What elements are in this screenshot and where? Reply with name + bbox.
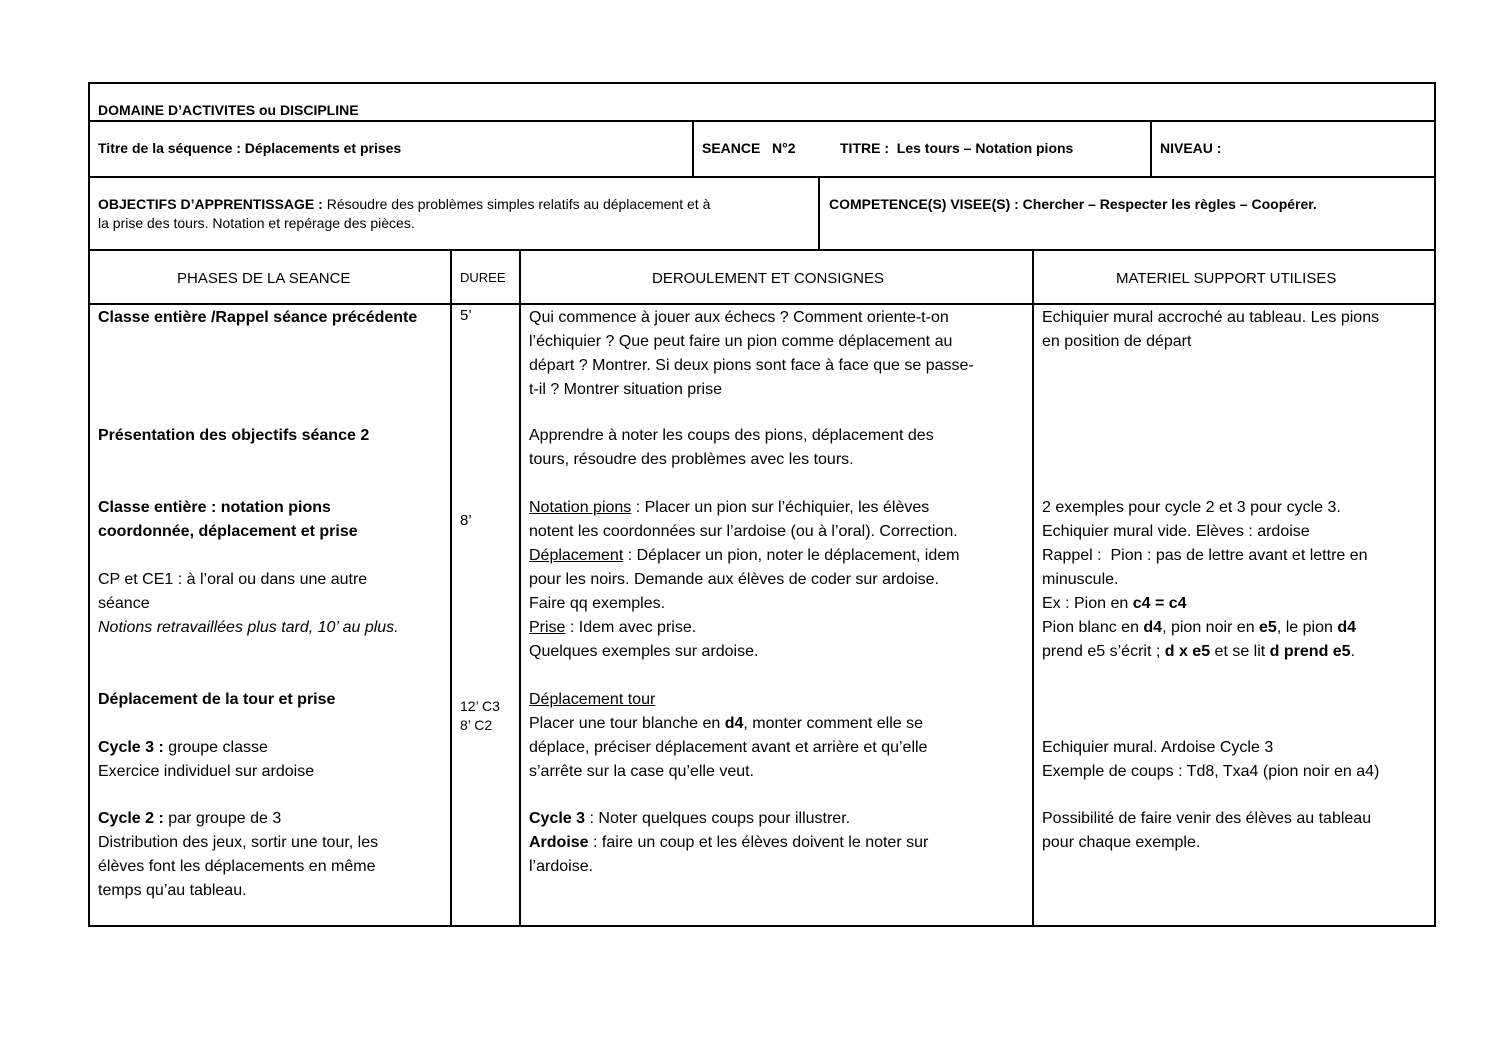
materiel-1-line-2: en position de départ bbox=[1042, 333, 1192, 350]
cycle3-text: groupe classe bbox=[163, 739, 268, 756]
duree-3: 8’ bbox=[460, 512, 472, 529]
deroulement-4-text-c: , monter comment elle se bbox=[743, 715, 923, 732]
duree-4-c3: 12’ C3 bbox=[460, 698, 500, 714]
phase-3-note: Notions retravaillées plus tard, 10’ au plus. bbox=[98, 619, 399, 636]
deroulement-4-line-3: s’arrête sur la case qu’elle veut. bbox=[529, 763, 754, 780]
materiel-text: , pion noir en bbox=[1162, 619, 1260, 636]
deroulement-3-line-2: notent les coordonnées sur l’ardoise (ou à l’oral). Correction. bbox=[529, 523, 958, 540]
col-divider bbox=[519, 249, 521, 927]
materiel-4-line-4: pour chaque exemple. bbox=[1042, 834, 1201, 851]
materiel-4-line-3: Possibilité de faire venir des élèves au tableau bbox=[1042, 810, 1372, 827]
notation-pions-text: : Placer un pion sur l’échiquier, les élèves bbox=[631, 499, 930, 516]
deroulement-4-line-6: l’ardoise. bbox=[529, 858, 594, 875]
square-e5: e5 bbox=[1259, 619, 1277, 636]
deroulement-3-line-7: Quelques exemples sur ardoise. bbox=[529, 643, 759, 660]
deplacement-heading: Déplacement bbox=[529, 547, 624, 564]
duree-1: 5’ bbox=[460, 307, 472, 324]
capture-reading: d prend e5 bbox=[1269, 643, 1351, 660]
cycle3-instruction-label: Cycle 3 bbox=[529, 810, 586, 827]
deroulement-3-line-3 bbox=[529, 544, 959, 568]
materiel-3-line-3: Rappel : Pion : pas de lettre avant et lettre en bbox=[1042, 547, 1368, 564]
col-divider bbox=[692, 120, 694, 178]
notation-pions-heading: Notation pions bbox=[529, 499, 632, 516]
deroulement-1-line-4: t-il ? Montrer situation prise bbox=[529, 381, 722, 398]
deroulement-3-line-5: Faire qq exemples. bbox=[529, 595, 666, 612]
prise-heading: Prise bbox=[529, 619, 566, 636]
sequence-title: Titre de la séquence : Déplacements et prises bbox=[98, 140, 402, 156]
phase-3-line-2: coordonnée, déplacement et prise bbox=[98, 523, 358, 540]
materiel-3-line-4: minuscule. bbox=[1042, 571, 1119, 588]
objectifs-text: Résoudre des problèmes simples relatifs au déplacement et à bbox=[326, 196, 711, 212]
col-divider bbox=[1150, 120, 1152, 178]
cycle3-instruction-text: : Noter quelques coups pour illustrer. bbox=[585, 810, 851, 827]
competences: COMPETENCE(S) VISEE(S) : Chercher – Respecter les règles – Coopérer. bbox=[829, 196, 1317, 212]
cycle2-text: par groupe de 3 bbox=[163, 810, 282, 827]
objectifs-label: OBJECTIFS D’APPRENTISSAGE : bbox=[98, 196, 323, 212]
materiel-4-line-2: Exemple de coups : Td8, Txa4 (pion noir en a4) bbox=[1042, 763, 1380, 780]
deplacement-text: : Déplacer un pion, noter le déplacement, idem bbox=[623, 547, 960, 564]
duree-4-c2: 8’ C2 bbox=[460, 717, 493, 733]
row-divider bbox=[88, 303, 1436, 305]
row-divider bbox=[88, 176, 1436, 178]
materiel-text: . bbox=[1350, 643, 1356, 660]
deroulement-4-line-2: déplace, préciser déplacement avant et arrière et qu’elle bbox=[529, 739, 928, 756]
col-header-materiel: MATERIEL SUPPORT UTILISES bbox=[1116, 270, 1337, 287]
cycle3-label: Cycle 3 : bbox=[98, 739, 164, 756]
square-d4: d4 bbox=[1143, 619, 1163, 636]
materiel-1-line-1: Echiquier mural accroché au tableau. Les pions bbox=[1042, 309, 1380, 326]
col-divider bbox=[450, 249, 452, 927]
deroulement-2-line-1: Apprendre à noter les coups des pions, déplacement des bbox=[529, 427, 934, 444]
materiel-3-line-6 bbox=[1042, 616, 1356, 640]
materiel-4-line-1: Echiquier mural. Ardoise Cycle 3 bbox=[1042, 739, 1274, 756]
ardoise-text: : faire un coup et les élèves doivent le noter sur bbox=[588, 834, 929, 851]
cycle2-label: Cycle 2 : bbox=[98, 810, 164, 827]
materiel-ex-text: Ex : Pion en bbox=[1042, 595, 1133, 612]
deroulement-3-line-1 bbox=[529, 496, 929, 520]
col-header-phases: PHASES DE LA SEANCE bbox=[177, 270, 351, 287]
materiel-text: , le pion bbox=[1276, 619, 1338, 636]
col-divider bbox=[818, 176, 820, 251]
phase-4: Déplacement de la tour et prise bbox=[98, 691, 336, 708]
niveau-label: NIVEAU : bbox=[1160, 140, 1222, 156]
ardoise-label: Ardoise bbox=[529, 834, 589, 851]
deroulement-2-line-2: tours, résoudre des problèmes avec les tours. bbox=[529, 451, 854, 468]
materiel-ex-notation: c4 = c4 bbox=[1132, 595, 1187, 612]
materiel-text: prend e5 s’écrit ; bbox=[1042, 643, 1165, 660]
phase-3-cp-line-2: séance bbox=[98, 595, 150, 612]
phase-3-cp-line-1: CP et CE1 : à l’oral ou dans une autre bbox=[98, 571, 368, 588]
phase-4-cycle2 bbox=[98, 807, 281, 831]
deroulement-3-line-6 bbox=[529, 616, 696, 640]
square-d4: d4 bbox=[1337, 619, 1356, 636]
prise-text: : Idem avec prise. bbox=[565, 619, 697, 636]
row-divider bbox=[88, 120, 1436, 122]
capture-notation: d x e5 bbox=[1164, 643, 1211, 660]
deroulement-4-square: d4 bbox=[724, 715, 744, 732]
phase-4-cycle2-line-3: élèves font les déplacements en même bbox=[98, 858, 376, 875]
seance-number: SEANCE N°2 bbox=[702, 140, 796, 156]
deroulement-1-line-2: l’échiquier ? Que peut faire un pion comme déplacement au bbox=[529, 333, 953, 350]
domain-label: DOMAINE D’ACTIVITES ou DISCIPLINE bbox=[98, 102, 359, 118]
phase-2: Présentation des objectifs séance 2 bbox=[98, 427, 370, 444]
row-divider bbox=[88, 249, 1436, 251]
materiel-text: et se lit bbox=[1210, 643, 1270, 660]
phase-3-line-1: Classe entière : notation pions bbox=[98, 499, 331, 516]
deplacement-tour-heading: Déplacement tour bbox=[529, 691, 656, 708]
phase-4-cycle2-line-4: temps qu’au tableau. bbox=[98, 882, 247, 899]
deroulement-3-line-4: pour les noirs. Demande aux élèves de coder sur ardoise. bbox=[529, 571, 939, 588]
phase-4-cycle3 bbox=[98, 736, 268, 760]
seance-title: TITRE : Les tours – Notation pions bbox=[840, 140, 1074, 156]
phase-1: Classe entière /Rappel séance précédente bbox=[98, 309, 418, 326]
deroulement-4-line-4 bbox=[529, 807, 850, 831]
col-divider bbox=[1032, 249, 1034, 927]
phase-4-cycle2-line-2: Distribution des jeux, sortir une tour, les bbox=[98, 834, 379, 851]
materiel-3-line-1: 2 exemples pour cycle 2 et 3 pour cycle 3. bbox=[1042, 499, 1341, 516]
objectifs-line-1 bbox=[98, 195, 710, 213]
deroulement-1-line-3: départ ? Montrer. Si deux pions sont face à face que se passe- bbox=[529, 357, 974, 374]
deroulement-4-line-5 bbox=[529, 831, 928, 855]
deroulement-4-text-a: Placer une tour blanche en bbox=[529, 715, 725, 732]
objectifs-line-2: la prise des tours. Notation et repérage des pièces. bbox=[98, 215, 415, 231]
materiel-3-line-5 bbox=[1042, 592, 1187, 616]
phase-4-cycle3-line-2: Exercice individuel sur ardoise bbox=[98, 763, 315, 780]
materiel-3-line-7 bbox=[1042, 640, 1355, 664]
materiel-text: Pion blanc en bbox=[1042, 619, 1144, 636]
materiel-3-line-2: Echiquier mural vide. Elèves : ardoise bbox=[1042, 523, 1310, 540]
col-header-deroulement: DEROULEMENT ET CONSIGNES bbox=[652, 270, 884, 287]
col-header-duree: DUREE bbox=[460, 270, 506, 285]
deroulement-1-line-1: Qui commence à jouer aux échecs ? Comment oriente-t-on bbox=[529, 309, 949, 326]
deroulement-4-line-1 bbox=[529, 712, 923, 736]
